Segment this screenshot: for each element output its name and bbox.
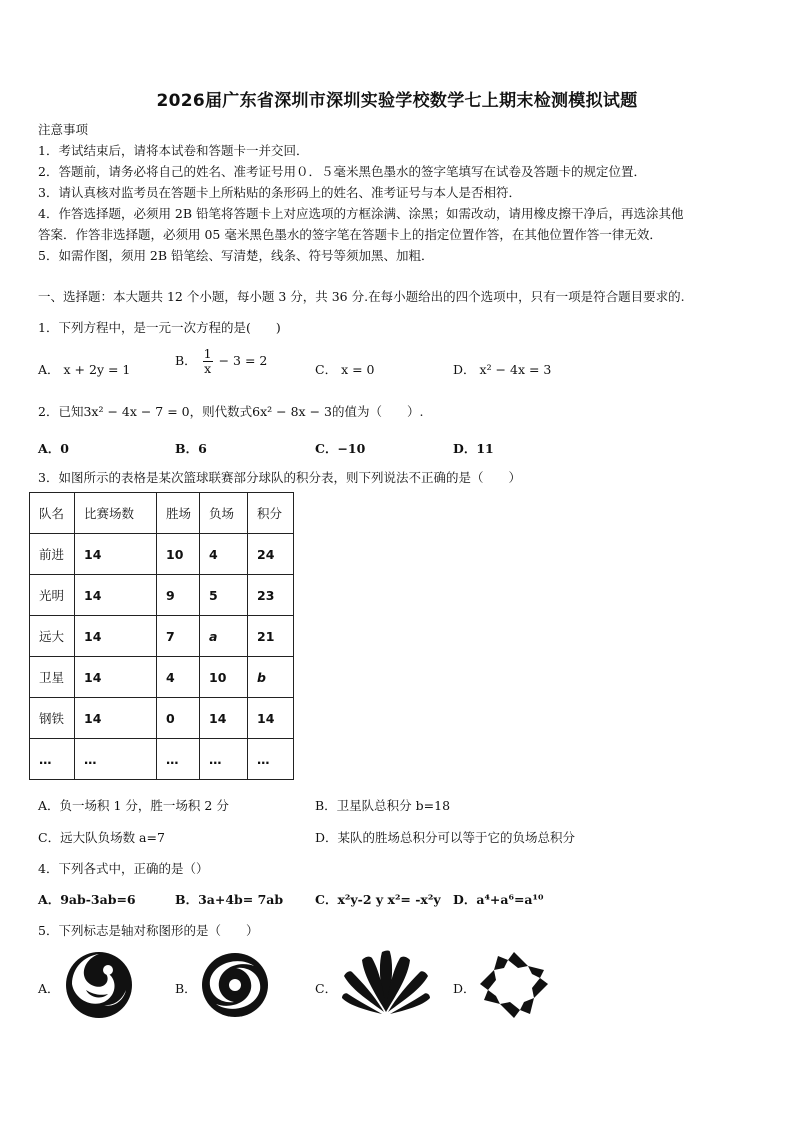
page-title: 2026届广东省深圳市深圳实验学校数学七上期末检测模拟试题 <box>156 91 638 111</box>
table-cell: … <box>75 739 157 780</box>
q1-option-d-expr: x² − 4x = 3 <box>479 362 552 377</box>
table-cell: … <box>200 739 248 780</box>
q5-logo-d-icon <box>478 950 550 1020</box>
q5-logo-b-icon <box>200 950 270 1020</box>
q5-option-b-label: B． <box>175 981 197 996</box>
q5-logo-a-icon <box>64 950 134 1020</box>
table-cell: 卫星 <box>30 657 75 698</box>
q2-stem-mid: ，则代数式 <box>189 404 253 419</box>
table-cell: 14 <box>75 698 157 739</box>
section-heading: 一、选择题：本大题共 12 个小题，每小题 3 分，共 36 分.在每小题给出的四个选项中，只有一项是符合题目要求的. <box>38 289 685 304</box>
q5-option-a-label: A． <box>38 981 60 996</box>
table-cell: 0 <box>157 698 200 739</box>
table-cell: … <box>248 739 294 780</box>
q5-logo-c-icon <box>340 948 432 1018</box>
table-cell: b <box>248 657 294 698</box>
q1-option-d <box>453 360 551 378</box>
question-2-stem <box>38 402 423 420</box>
table-row <box>30 575 294 616</box>
option-label: B． <box>175 353 197 368</box>
q2-expression: 6x² − 8x − 3 <box>252 404 332 419</box>
fraction-numerator: 1 <box>203 346 212 361</box>
notice-item: 5．如需作图，须用 2B 铅笔绘、写清楚，线条、符号等须加黑、加粗． <box>38 248 434 263</box>
q4-option-b: B．3a+4b= 7ab <box>175 892 284 907</box>
option-label: C． <box>315 362 338 377</box>
q5-option-c-label: C． <box>315 981 338 996</box>
q3-option-b: B．卫星队总积分 b=18 <box>315 798 451 813</box>
table-cell: 7 <box>157 616 200 657</box>
table-cell: a <box>200 616 248 657</box>
table-header: 胜场 <box>157 493 200 534</box>
q3-option-a: A．负一场积 1 分，胜一场积 2 分 <box>38 798 229 813</box>
notice-heading: 注意事项 <box>38 122 89 137</box>
table-header: 比赛场数 <box>75 493 157 534</box>
standings-table <box>29 492 294 780</box>
table-row <box>30 534 294 575</box>
q2-stem-post: 的值为（ ）. <box>331 404 424 419</box>
q3-option-d: D．某队的胜场总积分可以等于它的负场总积分 <box>315 830 576 845</box>
q1-option-c-expr: x = 0 <box>341 362 375 377</box>
table-cell: 9 <box>157 575 200 616</box>
table-cell: 前进 <box>30 534 75 575</box>
q4-option-c: C．x²y-2 y x²= -x²y <box>315 892 441 907</box>
table-row <box>30 739 294 780</box>
notice-item: 2．答题前，请务必将自己的姓名、准考证号用０．５毫米黑色墨水的签字笔填写在试卷及答题卡的规定位置． <box>38 164 646 179</box>
q2-option-b: B．6 <box>175 441 207 456</box>
table-cell: 21 <box>248 616 294 657</box>
notice-item: 答案．作答非选择题，必须用 05 毫米黑色墨水的签字笔在答题卡上的指定位置作答，在其他位置作答一律无效． <box>38 227 662 242</box>
table-cell: 4 <box>200 534 248 575</box>
table-cell: 14 <box>75 657 157 698</box>
fraction-denominator: x <box>204 361 212 376</box>
table-cell: … <box>30 739 75 780</box>
table-cell: 10 <box>200 657 248 698</box>
table-cell: 远大 <box>30 616 75 657</box>
table-cell: 钢铁 <box>30 698 75 739</box>
notice-item: 1．考试结束后，请将本试卷和答题卡一并交回． <box>38 143 309 158</box>
q4-option-d: D．a⁴+a⁶=a¹⁰ <box>453 892 544 907</box>
table-cell: 14 <box>75 616 157 657</box>
table-cell: … <box>157 739 200 780</box>
table-cell: 23 <box>248 575 294 616</box>
question-5-stem: 5．下列标志是轴对称图形的是（ ） <box>38 923 259 938</box>
table-row <box>30 616 294 657</box>
q1-option-a <box>38 360 130 378</box>
table-cell: 14 <box>248 698 294 739</box>
table-cell: 14 <box>75 575 157 616</box>
notice-item: 3．请认真核对监考员在答题卡上所粘贴的条形码上的姓名、准考证号与本人是否相符． <box>38 185 521 200</box>
q4-option-a: A．9ab-3ab=6 <box>38 892 136 907</box>
table-header: 积分 <box>248 493 294 534</box>
table-row <box>30 657 294 698</box>
q1-option-c <box>315 360 375 378</box>
question-1-stem: 1．下列方程中，是一元一次方程的是( ) <box>38 320 281 335</box>
q2-option-d: D．11 <box>453 441 494 456</box>
q2-option-c: C．−10 <box>315 441 366 456</box>
table-cell: 5 <box>200 575 248 616</box>
q1-option-b-fraction <box>203 347 213 376</box>
table-cell: 24 <box>248 534 294 575</box>
q2-stem-pre: 2．已知 <box>38 404 84 419</box>
notice-item: 4．作答选择题，必须用 2B 铅笔将答题卡上对应选项的方框涂满、涂黑；如需改动，请用橡皮擦干净后，再选涂其他 <box>38 206 684 221</box>
question-4-stem: 4．下列各式中，正确的是（） <box>38 861 209 876</box>
q1-option-a-expr: x + 2y = 1 <box>63 362 131 377</box>
q5-option-d-label: D． <box>453 981 476 996</box>
question-3-stem: 3．如图所示的表格是某次篮球联赛部分球队的积分表，则下列说法不正确的是（ ） <box>38 470 521 485</box>
table-cell: 10 <box>157 534 200 575</box>
table-header-row <box>30 493 294 534</box>
table-cell: 4 <box>157 657 200 698</box>
q1-option-b <box>175 347 267 376</box>
option-label: D． <box>453 362 476 377</box>
table-header: 负场 <box>200 493 248 534</box>
table-cell: 光明 <box>30 575 75 616</box>
table-cell: 14 <box>200 698 248 739</box>
table-cell: 14 <box>75 534 157 575</box>
table-row <box>30 698 294 739</box>
q3-option-c: C．远大队负场数 a=7 <box>38 830 165 845</box>
q1-option-b-expr: − 3 = 2 <box>218 353 268 368</box>
q2-equation: 3x² − 4x − 7 = 0 <box>83 404 190 419</box>
option-label: A． <box>38 362 60 377</box>
q2-option-a: A．0 <box>38 441 69 456</box>
table-header: 队名 <box>30 493 75 534</box>
